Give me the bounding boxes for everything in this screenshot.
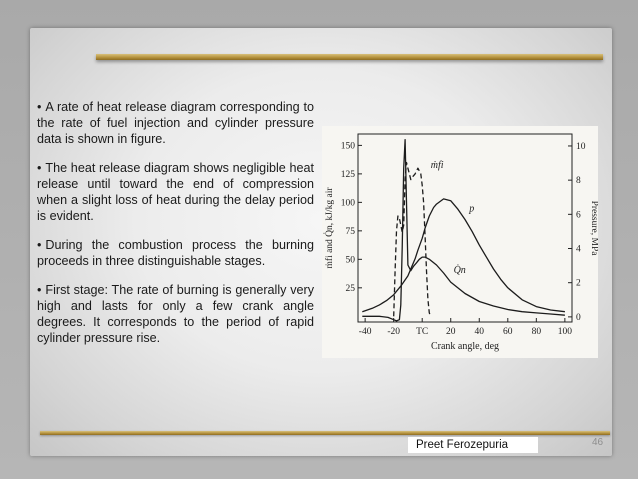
series-line: [362, 140, 565, 321]
bullet-text: During the combustion process the burning proceeds in three distinguishable stages.: [37, 238, 314, 268]
x-tick-label: 40: [474, 327, 485, 337]
bullet-paragraph: [37, 237, 314, 269]
page-number: 46: [592, 437, 604, 448]
y-left-axis-label: ṁfi and Q̇n, kJ/kg air: [325, 187, 335, 269]
y-right-axis-label: Pressure, MPa: [589, 200, 598, 256]
y-right-tick-label: 8: [576, 176, 581, 187]
heat-release-chart: [322, 126, 598, 358]
y-right-tick-label: 6: [576, 210, 581, 221]
y-left-tick-label: 100: [340, 198, 355, 209]
footer-rule: [40, 431, 610, 435]
x-tick-label: 100: [557, 327, 572, 337]
x-tick-label: 60: [503, 327, 513, 337]
x-tick-label: 20: [445, 327, 456, 337]
bullet-paragraph: [37, 99, 314, 147]
y-left-tick-label: 150: [340, 141, 355, 152]
y-right-tick-label: 4: [576, 244, 581, 255]
y-right-tick-label: 2: [576, 278, 581, 289]
bullet-paragraph: [37, 160, 314, 224]
x-axis-label: Crank angle, deg: [430, 341, 500, 352]
y-left-tick-label: 125: [340, 169, 355, 180]
curve-label: Q̇n: [453, 265, 466, 277]
bullet-dot: •: [37, 161, 42, 175]
title-rule: [96, 54, 603, 60]
y-right-tick-label: 10: [576, 141, 586, 152]
y-right-tick-label: 0: [576, 312, 581, 323]
footer-author: Preet Ferozepuria: [408, 437, 538, 453]
bullet-dot: •: [37, 283, 42, 297]
y-left-tick-label: 25: [345, 283, 355, 294]
series-line: [394, 163, 431, 317]
x-tick-label: -40: [358, 327, 372, 337]
x-tick-label: -20: [387, 327, 401, 337]
bullet-text: The heat release diagram shows negligible heat release until toward the end of compression when a slight loss of heat during the delay period is evident.: [37, 161, 314, 223]
curve-label: ṁfi: [430, 160, 444, 172]
x-tick-label: 80: [531, 327, 542, 337]
y-left-tick-label: 75: [345, 226, 355, 237]
bullet-list: [37, 99, 314, 359]
heat-release-figure: [322, 126, 598, 358]
bullet-dot: •: [37, 238, 42, 252]
x-tick-label: TC: [416, 327, 429, 337]
series-line: [362, 199, 565, 312]
bullet-paragraph: [37, 282, 314, 346]
bullet-text: A rate of heat release diagram corresponding to the rate of fuel injection and cylinder pressure data is shown in figure.: [37, 100, 314, 146]
curve-label: p: [469, 203, 475, 215]
bullet-text: First stage: The rate of burning is generally very high and lasts for only a few crank angle degrees. It corresponds to the period of rapid cylinder pressure rise.: [37, 283, 314, 345]
bullet-dot: •: [37, 100, 42, 114]
y-left-tick-label: 50: [345, 255, 355, 266]
